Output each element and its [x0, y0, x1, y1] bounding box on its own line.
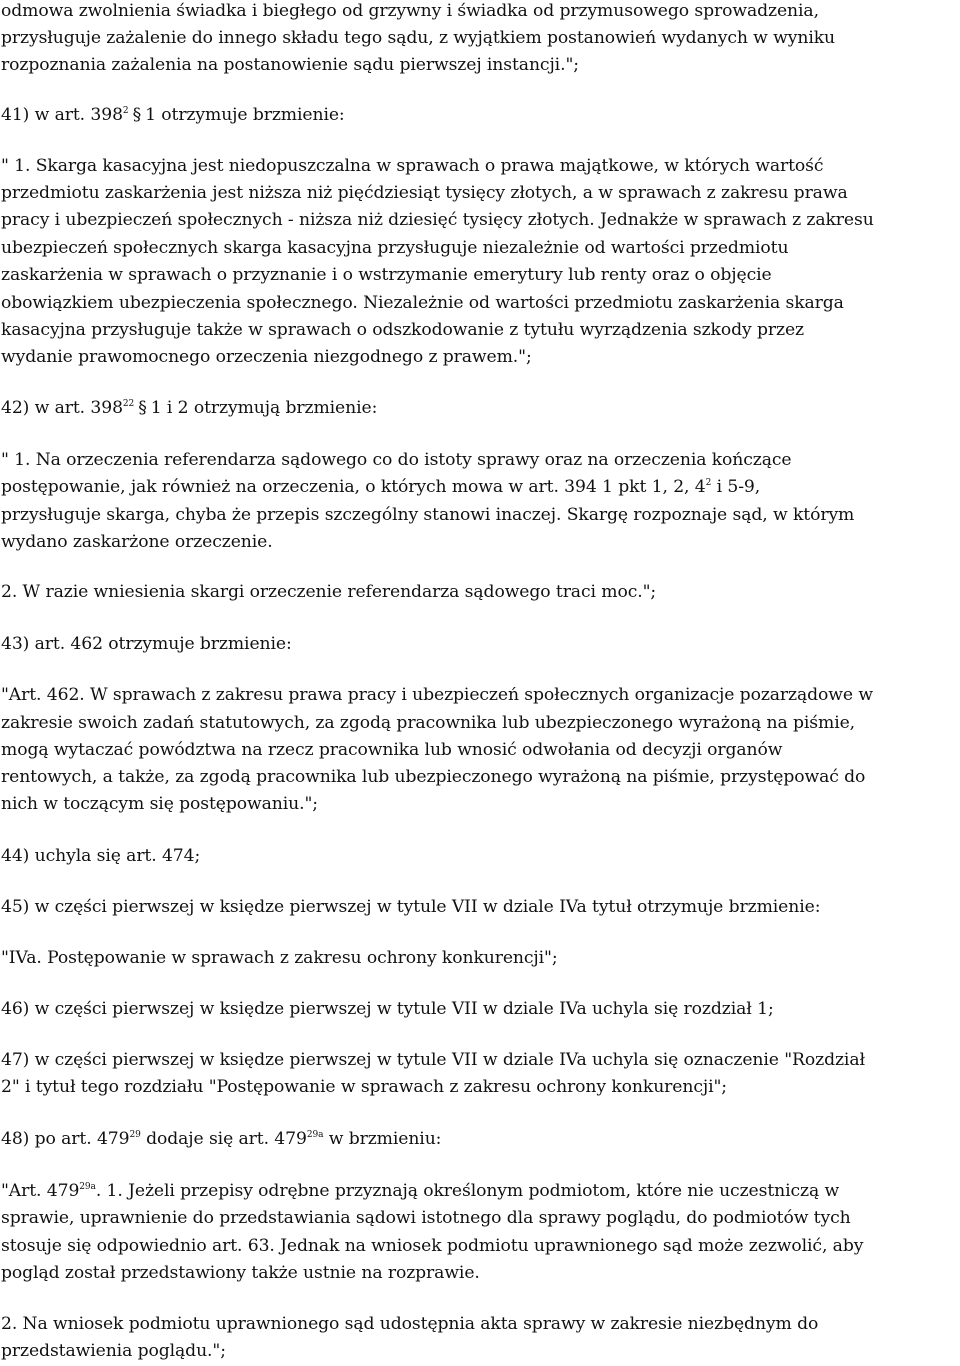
item-43-heading: 43) art. 462 otrzymuje brzmienie: [1, 634, 292, 654]
text-line: rozpoznania zażalenia na postanowienie sądu pierwszej instancji."; [1, 55, 579, 75]
text-line: nich w toczącym się postępowaniu."; [1, 794, 318, 814]
item-45: 45) w części pierwszej w księdze pierwszej w tytule VII w dziale IVa tytuł otrzymuje brzmienie: [1, 897, 821, 917]
text-line: rentowych, a także, za zgodą pracownika lub ubezpieczonego wyrażoną na piśmie, przystępować do [1, 767, 866, 787]
text-line: "IVa. Postępowanie w sprawach z zakresu ochrony konkurencji"; [1, 948, 558, 968]
text-line: odmowa zwolnienia świadka i biegłego od grzywny i świadka od przymusowego sprowadzenia, [1, 1, 819, 21]
item-41-heading: 41) w art. $398^2$ § 1 otrzymuje brzmienie: [1, 105, 345, 125]
item-44: 44) uchyla się art. 474; [1, 846, 201, 866]
text-line: wydanie prawomocnego orzeczenia niezgodnego z prawem."; [1, 347, 532, 367]
text-line: 2. W razie wniesienia skargi orzeczenie referendarza sądowego traci moc."; [1, 582, 657, 602]
text-line: przedstawienia poglądu."; [1, 1341, 226, 1361]
text-line: zakresie swoich zadań statutowych, za zgodą pracownika lub ubezpieczonego wyrażoną na piśmie, [1, 713, 856, 733]
text-line: sprawie, uprawnienie do przedstawiania sądowi istotnego dla sprawy poglądu, do podmiotów tych [1, 1208, 851, 1228]
text-line: "Art. $479^{29a}$. 1. Jeżeli przepisy odrębne przyznają określonym podmiotom, które nie uczestniczą w [1, 1181, 840, 1201]
text-line: mogą wytaczać powództwa na rzecz pracownika lub wnosić odwołania od decyzji organów [1, 740, 783, 760]
text-line: przysługuje zażalenie do innego składu tego sądu, z wyjątkiem postanowień wydanych w wyniku [1, 28, 836, 48]
item-47: 47) w części pierwszej w księdze pierwszej w tytule VII w dziale IVa uchyla się oznaczenie "Rozdział [1, 1050, 865, 1070]
text-line: przysługuje skarga, chyba że przepis szczególny stanowi inaczej. Skargę rozpoznaje sąd, w którym [1, 505, 855, 525]
text-line: pracy i ubezpieczeń społecznych - niższa niż dziesięć tysięcy złotych. Jednakże w sprawach z zakresu [1, 210, 874, 230]
text-line: 2" i tytuł tego rozdziału "Postępowanie w sprawach z zakresu ochrony konkurencji"; [1, 1077, 727, 1097]
text-line: " 1. Skarga kasacyjna jest niedopuszczalna w sprawach o prawa majątkowe, w których wartość [1, 156, 824, 176]
text-line: wydano zaskarżone orzeczenie. [1, 532, 273, 552]
text-line: " 1. Na orzeczenia referendarza sądowego co do istoty sprawy oraz na orzeczenia kończące [1, 450, 792, 470]
item-46: 46) w części pierwszej w księdze pierwszej w tytule VII w dziale IVa uchyla się rozdział 1; [1, 999, 774, 1019]
text-line: przedmiotu zaskarżenia jest niższa niż pięćdziesiąt tysięcy złotych, a w sprawach z zakresu prawa [1, 183, 848, 203]
text-line: postępowanie, jak również na orzeczenia, o których mowa w art. 394 1 pkt 1, 2, $4^2$ i 5-9, [1, 477, 761, 497]
text-line: zaskarżenia w sprawach o przyznanie i o wstrzymanie emerytury lub renty oraz o objęcie [1, 265, 772, 285]
text-line: stosuje się odpowiednio art. 63. Jednak na wniosek podmiotu uprawnionego sąd może zezwolić, aby [1, 1236, 864, 1256]
text-line: pogląd został przedstawiony także ustnie na rozprawie. [1, 1263, 480, 1283]
item-48-heading: 48) po art. $479^{29}$ dodaje się art. $479^{29a}$ w brzmieniu: [1, 1129, 442, 1149]
item-42-heading: 42) w art. $398^{22}$ § 1 i 2 otrzymują brzmienie: [1, 398, 378, 418]
text-line: "Art. 462. W sprawach z zakresu prawa pracy i ubezpieczeń społecznych organizacje pozarządowe w [1, 685, 873, 705]
text-line: kasacyjna przysługuje także w sprawach o odszkodowanie z tytułu wyrządzenia szkody przez [1, 320, 804, 340]
text-line: ubezpieczeń społecznych skarga kasacyjna przysługuje niezależnie od wartości przedmiotu [1, 238, 789, 258]
text-line: obowiązkiem ubezpieczenia społecznego. Niezależnie od wartości przedmiotu zaskarżenia skarga [1, 293, 844, 313]
text-line: 2. Na wniosek podmiotu uprawnionego sąd udostępnia akta sprawy w zakresie niezbędnym do [1, 1314, 819, 1334]
